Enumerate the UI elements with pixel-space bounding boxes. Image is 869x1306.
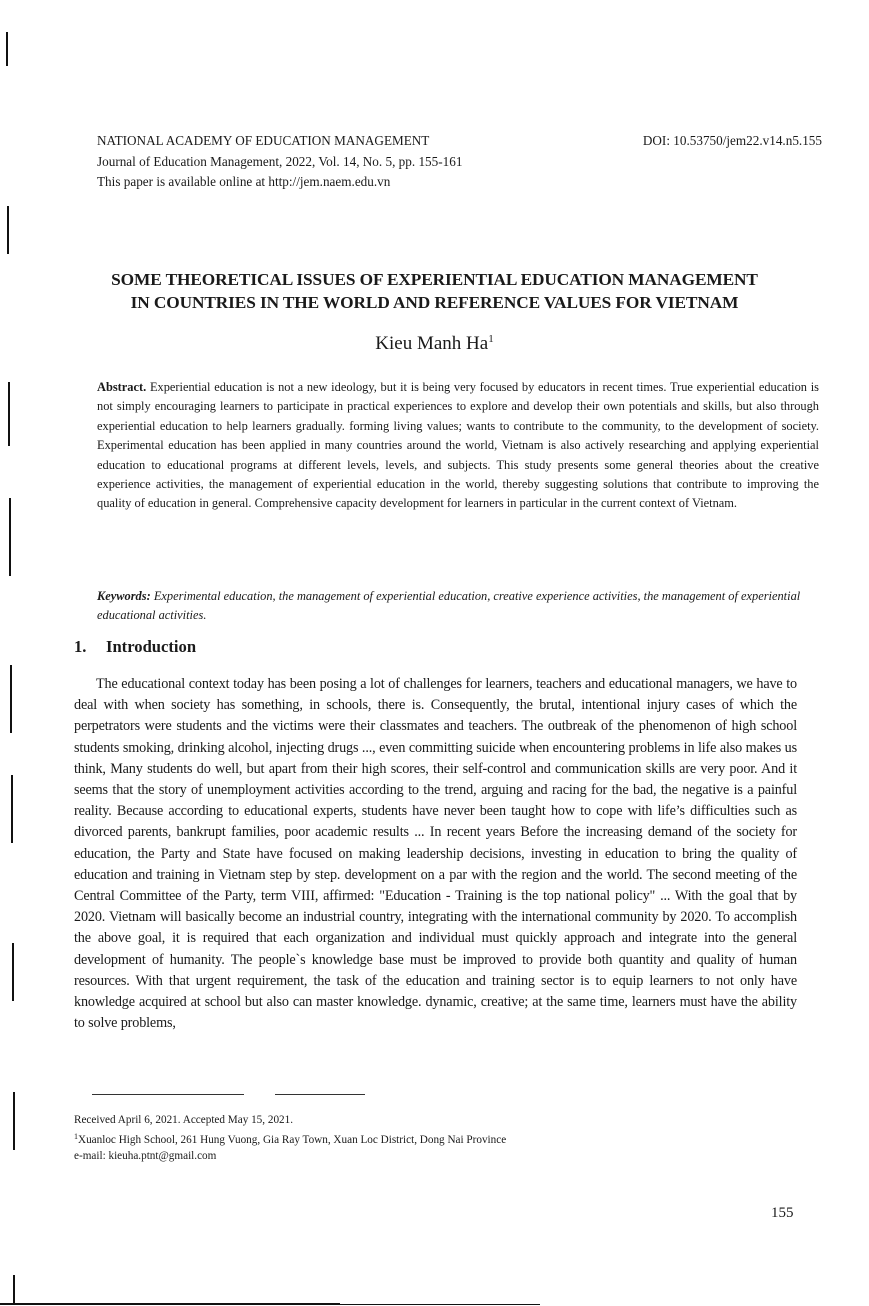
footnote-separator bbox=[92, 1094, 244, 1095]
publisher-name: NATIONAL ACADEMY OF EDUCATION MANAGEMENT bbox=[97, 133, 430, 148]
article-title bbox=[60, 268, 809, 314]
scan-mark bbox=[9, 498, 11, 576]
keywords-text: Experimental education, the management of experiential education, creative experience activities, the management of experiential educational activities. bbox=[97, 589, 801, 622]
affiliation-footnote bbox=[74, 1129, 506, 1149]
footnote-separator bbox=[275, 1094, 365, 1095]
journal-citation: Journal of Education Management, 2022, Vol. 14, No. 5, pp. 155-161 bbox=[97, 153, 463, 169]
affiliation-mark: 1 bbox=[74, 1131, 78, 1141]
author-line bbox=[60, 333, 809, 355]
availability-note: This paper is available online at http://jem.naem.edu.vn bbox=[97, 174, 391, 189]
author-name: Kieu Manh Ha bbox=[375, 333, 489, 354]
body-paragraph: The educational context today has been posing a lot of challenges for learners, teachers and educational managers, we have to deal with when society has something, in schools, there is. Consequently, the brutal, intentional injury cases of which the perpetrators were students and the victims were their classmates and teachers. The outbreak of the phenomenon of high school students smoking, drinking alcohol, injecting drugs ..., even committing suicide when encountering problems in life also makes us think, Many students do well, but apart from their high scores, their self-control and communication skills are very poor. And it seems that the story of unemployment activities according to the trend, arguing and racing for the bad, the negative is a painful reality. Because according to educational experts, students have never been taught how to cope with life’s difficulties such as divorced parents, bankrupt families, poor academic results ... In recent years Before the increasing demand of the society for education, the Party and State have focused on making leadership decisions, investing in education to bring the quality of education and training in Vietnam step by step. development on a par with the region and the world. The second meeting of the Central Committee of the Party, term VIII, affirmed: "Education - Training is the top national policy" ... With the goal that by 2020. Vietnam will basically become an industrial country, integrating with the international community by 2020. To accomplish the above goal, it is required that each organization and individual must quickly approach and integrate into the general development of humanity. The people`s knowledge base must be improved to provide both quantity and quality of human resources. With that urgent requirement, the task of the education and training sector is to equip learners to not only have knowledge acquired at school but also can master knowledge. dynamic, creative; at the same time, learners must have the ability to solve problems, bbox=[74, 676, 797, 1032]
scan-edge bbox=[340, 1304, 540, 1305]
keywords bbox=[97, 587, 819, 625]
scan-mark bbox=[12, 943, 14, 1001]
footnotes bbox=[74, 1112, 506, 1165]
author-email: e-mail: kieuha.ptnt@gmail.com bbox=[74, 1150, 217, 1162]
section-title: Introduction bbox=[106, 637, 197, 656]
scan-mark bbox=[13, 1092, 15, 1150]
doi-block bbox=[643, 131, 822, 152]
received-dates: Received April 6, 2021. Accepted May 15, 2021. bbox=[74, 1114, 294, 1126]
running-header bbox=[97, 131, 462, 193]
abstract bbox=[97, 378, 819, 514]
title-line: IN COUNTRIES IN THE WORLD AND REFERENCE VALUES FOR VIETNAM bbox=[130, 293, 739, 312]
scan-mark bbox=[8, 382, 10, 446]
abstract-label: Abstract. bbox=[97, 380, 147, 394]
doi: DOI: 10.53750/jem22.v14.n5.155 bbox=[642, 133, 822, 148]
scan-mark bbox=[7, 206, 9, 254]
abstract-text: Experiential education is not a new ideology, but it is being very focused by educators in recent times. True experiential education is not simply encouraging learners to participate in practical experiences to explore and develop their own potentials and skills, but also through experiential education to help learners gradually. forming living values; wants to contribute to the community, to the development of society. Experimental education has been applied in many countries around the world, Vietnam is also actively researching and applying experiential education to educational programs at different levels, levels, and subjects. This study presents some general theories about the creative experience activities, the management of experiential education in the world, thereby suggesting solutions that contribute to improving the quality of education in general. Comprehensive capacity development for learners in particular in the current context of Vietnam. bbox=[97, 380, 819, 511]
scan-mark bbox=[13, 1275, 15, 1303]
section-heading bbox=[74, 637, 196, 657]
scan-mark bbox=[11, 775, 13, 843]
scan-edge bbox=[0, 1303, 340, 1305]
title-line: SOME THEORETICAL ISSUES OF EXPERIENTIAL EDUCATION MANAGEMENT bbox=[111, 270, 758, 289]
scan-mark bbox=[10, 665, 12, 733]
affiliation-text: Xuanloc High School, 261 Hung Vuong, Gia Ray Town, Xuan Loc District, Dong Nai Province bbox=[78, 1133, 507, 1146]
keywords-label: Keywords: bbox=[97, 589, 151, 603]
affiliation-mark: 1 bbox=[488, 333, 494, 345]
section-number: 1. bbox=[74, 637, 87, 656]
page-number: 155 bbox=[771, 1205, 794, 1221]
scan-mark bbox=[6, 32, 8, 66]
